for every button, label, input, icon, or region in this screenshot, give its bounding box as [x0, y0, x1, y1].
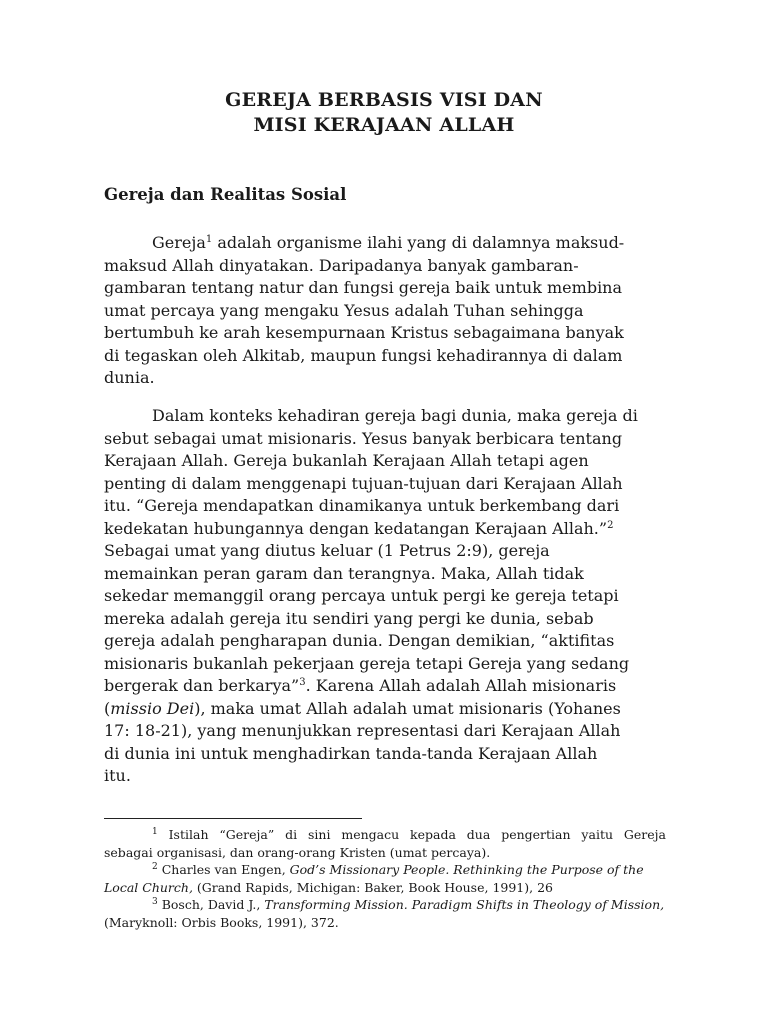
paragraph-line: misionaris bukanlah pekerjaan gereja tetapi Gereja yang sedang — [104, 653, 630, 673]
text-run: Bosch, David J., — [157, 897, 265, 912]
footnote-3-continued: (Maryknoll: Orbis Books, 1991), 372. — [104, 914, 339, 930]
footnote-2-continued — [104, 879, 666, 897]
title-line-1: GEREJA BERBASIS VISI DAN — [225, 89, 543, 111]
title-line-2: MISI KERAJAAN ALLAH — [253, 114, 515, 136]
text-run: Gereja — [152, 233, 206, 252]
paragraph-line — [104, 675, 666, 698]
footnotes — [104, 826, 666, 931]
italic-term: missio Dei — [110, 698, 195, 718]
book-title: Local Church, — [104, 879, 193, 895]
text-run: ), maka umat Allah adalah umat misionaris (Yohanes — [194, 698, 621, 718]
footnote-2 — [104, 861, 666, 879]
paragraph-line — [104, 518, 666, 541]
footnote-ref: 3 — [299, 677, 306, 688]
footnote-3 — [104, 896, 666, 914]
footnote-1-continued: sebagai organisasi, dan orang-orang Kristen (umat percaya). — [104, 844, 491, 860]
text-run: . Karena Allah adalah Allah misionaris — [305, 676, 617, 695]
text-run: Charles van Engen, — [157, 862, 290, 877]
footnote-number: 3 — [152, 897, 158, 907]
paragraph-line: di dunia ini untuk menghadirkan tanda-tanda Kerajaan Allah — [104, 743, 598, 763]
paragraph-line: sebut sebagai umat misionaris. Yesus banyak berbicara tentang — [104, 428, 623, 448]
paragraph-line: dunia. — [104, 368, 155, 387]
text-run: kedekatan hubungannya dengan kedatangan Kerajaan Allah.” — [104, 518, 608, 538]
paragraph-line: di tegaskan oleh Alkitab, maupun fungsi kehadirannya di dalam — [104, 345, 623, 365]
paragraph-line: gambaran tentang natur dan fungsi gereja baik untuk membina — [104, 278, 623, 297]
paragraph-line: Kerajaan Allah. Gereja bukanlah Kerajaan Allah tetapi agen — [104, 451, 589, 470]
paragraph-line: umat percaya yang mengaku Yesus adalah Tuhan sehingga — [104, 300, 584, 320]
footnote-ref: 1 — [205, 234, 213, 245]
text-run: bergerak dan berkarya” — [104, 676, 300, 695]
page-title — [0, 88, 768, 138]
book-title: God’s Missionary People. Rethinking the Purpose of the — [289, 862, 644, 877]
text-run: adalah organisme ilahi yang di dalamnya maksud- — [212, 233, 625, 252]
paragraph-line: itu. — [104, 766, 131, 785]
footnote-number: 1 — [152, 827, 158, 837]
paragraph-2 — [104, 405, 666, 788]
paragraph-line: 17: 18-21), yang menunjukkan representasi dari Kerajaan Allah — [104, 721, 621, 740]
footnote-number: 2 — [152, 862, 158, 872]
paragraph-line: Sebagai umat yang diutus keluar (1 Petrus 2:9), gereja — [104, 541, 550, 560]
section-heading: Gereja dan Realitas Sosial — [104, 185, 347, 204]
paragraph-line — [104, 698, 666, 721]
footnote-divider — [104, 818, 362, 819]
paragraph-1 — [104, 232, 666, 390]
footnote-ref: 2 — [607, 519, 614, 531]
paragraph-line: bertumbuh ke arah kesempurnaan Kristus sebagaimana banyak — [104, 323, 624, 342]
footnote-1 — [104, 826, 666, 844]
paragraph-line: Dalam konteks kehadiran gereja bagi dunia, maka gereja di — [152, 406, 638, 425]
paragraph-line: penting di dalam menggenapi tujuan-tujuan dari Kerajaan Allah — [104, 473, 623, 493]
paragraph-line: gereja adalah pengharapan dunia. Dengan demikian, “aktifitas — [104, 631, 615, 650]
text-run: ( — [104, 698, 111, 718]
paragraph-line: itu. “Gereja mendapatkan dinamikanya untuk berkembang dari — [104, 496, 620, 515]
book-title: Transforming Mission. Paradigm Shifts in Theology of Mission, — [264, 897, 665, 912]
paragraph-line: memainkan peran garam dan terangnya. Maka, Allah tidak — [104, 563, 584, 583]
paragraph-line: maksud Allah dinyatakan. Daripadanya banyak gambaran- — [104, 255, 579, 275]
paragraph-line — [104, 232, 666, 255]
text-run: (Grand Rapids, Michigan: Baker, Book House, 1991), 26 — [192, 879, 553, 895]
text-run: Istilah “Gereja” di sini mengacu kepada dua pengertian yaitu Gereja — [157, 827, 666, 842]
paragraph-line: sekedar memanggil orang percaya untuk pergi ke gereja tetapi — [104, 586, 619, 605]
paragraph-line: mereka adalah gereja itu sendiri yang pergi ke dunia, sebab — [104, 608, 594, 628]
